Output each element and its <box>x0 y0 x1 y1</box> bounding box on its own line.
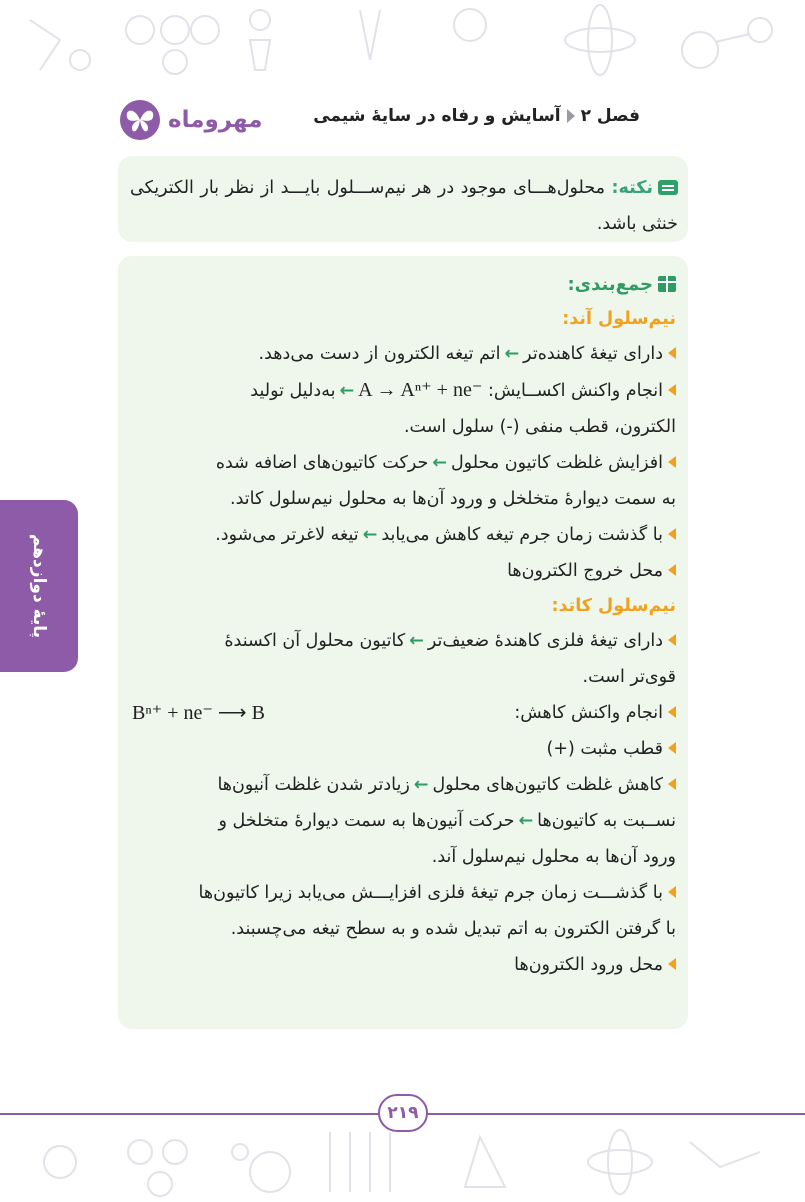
anode-line-2-b: به‌دلیل تولید <box>250 381 336 401</box>
gift-icon <box>658 276 676 292</box>
bullet-icon <box>668 634 676 646</box>
bullet-icon <box>668 706 676 718</box>
cathode-line-3-a: انجام واکنش کاهش: <box>514 703 663 723</box>
anode-line-1-b: اتم تیغه الکترون از دست می‌دهد. <box>258 344 501 364</box>
summary-box <box>118 256 688 1029</box>
side-tab <box>0 500 78 672</box>
cathode-line-1-b: کاتیون محلول آن اکسندهٔ <box>224 631 406 651</box>
anode-line-4 <box>130 445 676 481</box>
molecule-doodle-icon <box>0 0 805 95</box>
anode-line-6-a: با گذشت زمان جرم تیغه کاهش می‌یابد <box>381 525 663 545</box>
bullet-icon <box>668 564 676 576</box>
chapter-title: آسایش و رفاه در سایهٔ شیمی <box>313 106 561 126</box>
anode-line-7 <box>130 553 676 589</box>
cathode-line-4-text: قطب مثبت (+) <box>546 739 663 759</box>
chapter-arrow-icon <box>567 109 575 123</box>
arrow-icon: ← <box>518 811 534 831</box>
cathode-line-9: با گرفتن الکترون به اتم تبدیل شده و به سطح تیغه می‌چسبند. <box>230 919 676 939</box>
anode-line-6 <box>130 517 676 553</box>
anode-line-2-a: انجام واکنش اکســایش: <box>487 381 663 401</box>
arrow-icon: ← <box>362 525 378 545</box>
cathode-line-1 <box>130 623 676 659</box>
cathode-line-1-a: دارای تیغهٔ فلزی کاهندهٔ ضعیف‌تر <box>427 631 663 651</box>
summary-title-row <box>130 268 676 302</box>
bullet-icon <box>668 886 676 898</box>
brand <box>120 96 262 144</box>
anode-line-1 <box>130 336 676 372</box>
page-number: ۲۱۹ <box>378 1094 428 1132</box>
cathode-line-5-b: زیادتر شدن غلظت آنیون‌ها <box>217 775 410 795</box>
side-tab-label: پایهٔ دوازدهم <box>29 533 49 639</box>
summary-title: جمع‌بندی: <box>567 274 653 295</box>
cathode-line-5-a: کاهش غلظت کاتیون‌های محلول <box>432 775 663 795</box>
cathode-line-7: ورود آن‌ها به محلول نیم‌سلول آند. <box>431 847 676 867</box>
page-header <box>0 96 805 144</box>
bullet-icon <box>668 384 676 396</box>
anode-line-1-a: دارای تیغهٔ کاهنده‌تر <box>523 344 663 364</box>
cathode-line-4 <box>130 731 676 767</box>
cathode-line-3 <box>130 695 676 731</box>
anode-line-6-b: تیغه لاغرتر می‌شود. <box>215 525 359 545</box>
bullet-icon <box>668 778 676 790</box>
cathode-line-10 <box>130 947 676 983</box>
cathode-line-6-a: نســبت به کاتیون‌ها <box>537 811 676 831</box>
bullet-icon <box>668 958 676 970</box>
anode-line-7-text: محل خروج الکترون‌ها <box>507 561 663 581</box>
cathode-line-5 <box>130 767 676 803</box>
anode-line-4-a: افزایش غلظت کاتیون محلول <box>450 453 663 473</box>
cathode-line-6 <box>130 803 676 839</box>
cathode-line-8-text: با گذشـــت زمان جرم تیغهٔ فلزی افزایـــش می‌یابد زیرا کاتیون‌ها <box>198 883 663 903</box>
anode-line-3: الکترون، قطب منفی (-) سلول است. <box>403 417 676 437</box>
anode-line-4-b: حرکت کاتیون‌های اضافه شده <box>215 453 429 473</box>
cathode-line-10-text: محل ورود الکترون‌ها <box>514 955 663 975</box>
brand-name: مهروماه <box>168 107 263 133</box>
note-icon <box>658 180 678 195</box>
note-box <box>118 156 688 242</box>
chapter-label: فصل ۲ <box>580 106 640 126</box>
arrow-icon: ← <box>413 775 429 795</box>
note-label: نکته: <box>611 178 653 198</box>
anode-line-2 <box>130 372 676 409</box>
cathode-line-2: قوی‌تر است. <box>582 667 676 687</box>
arrow-icon: ← <box>339 381 355 401</box>
bullet-icon <box>668 347 676 359</box>
oxidation-equation: A → Aⁿ⁺ + ne⁻ <box>358 379 483 401</box>
bullet-icon <box>668 742 676 754</box>
cathode-line-8 <box>130 875 676 911</box>
arrow-icon: ← <box>504 344 520 364</box>
anode-line-5: به سمت دیوارهٔ متخلخل و ورود آن‌ها به محلول نیم‌سلول کاتد. <box>230 489 676 509</box>
butterfly-logo-icon <box>120 100 160 140</box>
cathode-line-6-b: حرکت آنیون‌ها به سمت دیوارهٔ متخلخل و <box>218 811 515 831</box>
reduction-equation: Bⁿ⁺ + ne⁻ ⟶ B <box>132 702 265 724</box>
lab-doodle-icon <box>0 1122 805 1202</box>
note-text: محلول‌هـــای موجود در هر نیم‌ســـلول بایـــد از نظر بار الکتریکی خنثی باشد. <box>130 178 678 234</box>
arrow-icon: ← <box>432 453 447 473</box>
chapter-heading <box>313 106 640 126</box>
cathode-heading: نیم‌سلول کاتد: <box>551 596 676 616</box>
anode-heading: نیم‌سلول آند: <box>562 309 676 329</box>
bullet-icon <box>668 528 676 540</box>
arrow-icon: ← <box>409 631 424 651</box>
bullet-icon <box>668 456 676 468</box>
